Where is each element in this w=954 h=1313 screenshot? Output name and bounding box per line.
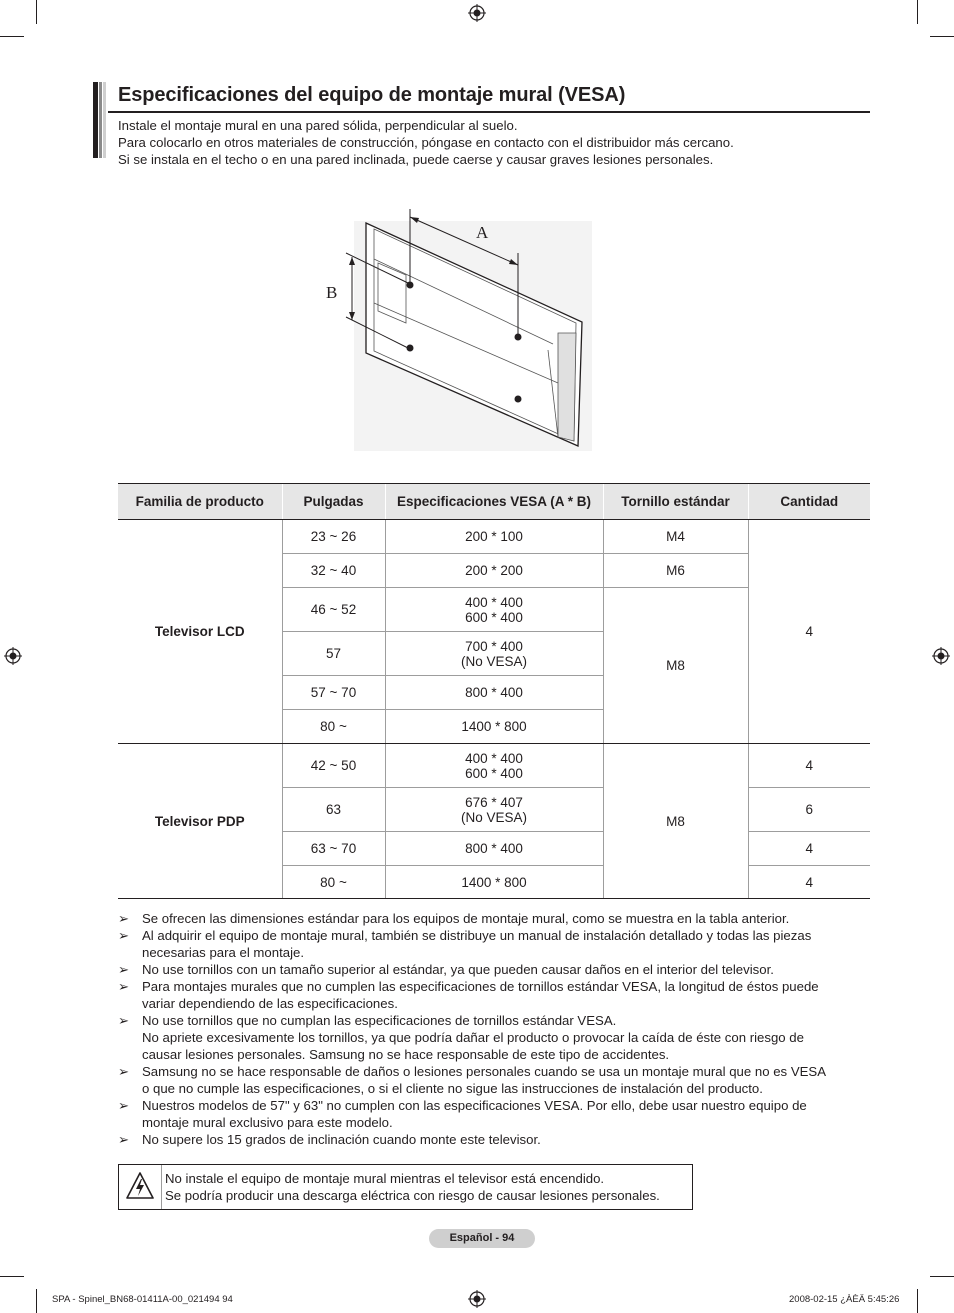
registration-mark-icon bbox=[468, 4, 486, 22]
warning-divider bbox=[161, 1165, 162, 1209]
registration-mark-icon bbox=[4, 647, 22, 665]
arrow-bullet-icon: ➢ bbox=[118, 1064, 130, 1079]
vesa-cell: 676 * 407 (No VESA) bbox=[385, 788, 603, 832]
table-row bbox=[118, 520, 870, 554]
inches-cell: 80 ~ bbox=[282, 866, 385, 899]
note-item: ➢ No supere los 15 grados de inclinación cuando monte este televisor. bbox=[118, 1132, 541, 1147]
arrow-bullet-icon: ➢ bbox=[118, 1132, 130, 1147]
vesa-cell: 400 * 400 600 * 400 bbox=[385, 588, 603, 632]
vesa-cell: 800 * 400 bbox=[385, 832, 603, 866]
note-item: ➢ Nuestros modelos de 57" y 63" no cumplen con las especificaciones VESA. Por ello, debe usar nuestro equipo de montaje mural exclusivo para este modelo. bbox=[118, 1098, 807, 1130]
quantity-cell: 4 bbox=[748, 520, 870, 744]
vesa-spec-table bbox=[118, 483, 870, 899]
inches-cell: 63 ~ 70 bbox=[282, 832, 385, 866]
screw-cell: M8 bbox=[603, 588, 748, 744]
page-number-badge: Español - 94 bbox=[429, 1229, 535, 1248]
arrow-bullet-icon: ➢ bbox=[118, 928, 130, 943]
column-header: Pulgadas bbox=[282, 484, 385, 520]
family-cell: Televisor LCD bbox=[118, 520, 282, 744]
wall-mount-diagram bbox=[318, 205, 598, 455]
inches-cell: 57 ~ 70 bbox=[282, 676, 385, 710]
note-item: ➢ No use tornillos que no cumplan las especificaciones de tornillos estándar VESA. No apriete excesivamente los tornillos, ya que podría dañar el producto o provocar la caída de éste con riesgo de causar lesiones personales. Samsung no se hace responsable de este tipo de accidentes. bbox=[118, 1013, 804, 1062]
inches-cell: 57 bbox=[282, 632, 385, 676]
arrow-bullet-icon: ➢ bbox=[118, 962, 130, 977]
note-item: ➢ Se ofrecen las dimensiones estándar para los equipos de montaje mural, como se muestra en la tabla anterior. bbox=[118, 911, 790, 926]
column-header: Familia de producto bbox=[118, 484, 282, 520]
note-item: ➢ Samsung no se hace responsable de daños o lesiones personales cuando se usa un montaje mural que no es VESA o que no cumple las especificaciones, o si el cliente no sigue las instrucciones de instalación del producto. bbox=[118, 1064, 826, 1096]
vesa-cell: 200 * 200 bbox=[385, 554, 603, 588]
quantity-cell: 4 bbox=[748, 866, 870, 899]
table-header-row bbox=[118, 484, 870, 520]
page-title: Especificaciones del equipo de montaje mural (VESA) bbox=[118, 84, 626, 106]
registration-mark-icon bbox=[468, 1290, 486, 1308]
inches-cell: 63 bbox=[282, 788, 385, 832]
footer-file-info: SPA - Spinel_BN68-01411A-00_021494 94 bbox=[52, 1294, 233, 1305]
note-item: ➢ Al adquirir el equipo de montaje mural, también se distribuye un manual de instalación detallado y todas las piezas necesarias para el montaje. bbox=[118, 928, 812, 960]
inches-cell: 46 ~ 52 bbox=[282, 588, 385, 632]
dimension-b-label: B bbox=[326, 283, 338, 302]
vesa-cell: 200 * 100 bbox=[385, 520, 603, 554]
registration-mark-icon bbox=[932, 647, 950, 665]
crop-mark bbox=[36, 0, 37, 24]
screw-cell: M4 bbox=[603, 520, 748, 554]
column-header: Especificaciones VESA (A * B) bbox=[385, 484, 603, 520]
note-item: ➢ No use tornillos con un tamaño superior al estándar, ya que pueden causar daños en el interior del televisor. bbox=[118, 962, 774, 977]
inches-cell: 23 ~ 26 bbox=[282, 520, 385, 554]
title-decoration bbox=[93, 82, 107, 158]
screw-cell: M8 bbox=[603, 744, 748, 899]
inches-cell: 32 ~ 40 bbox=[282, 554, 385, 588]
vesa-cell: 1400 * 800 bbox=[385, 866, 603, 899]
title-underline bbox=[108, 111, 870, 113]
vesa-cell: 1400 * 800 bbox=[385, 710, 603, 744]
crop-mark bbox=[917, 0, 918, 24]
intro-line: Para colocarlo en otros materiales de construcción, póngase en contacto con el distribuidor más cercano. bbox=[118, 135, 734, 150]
crop-mark bbox=[0, 36, 24, 37]
crop-mark bbox=[0, 1276, 24, 1277]
column-header: Tornillo estándar bbox=[603, 484, 748, 520]
intro-text bbox=[118, 117, 734, 168]
note-item: ➢ Para montajes murales que no cumplen las especificaciones de tornillos estándar VESA, la longitud de éstos puede variar dependiendo de las especificaciones. bbox=[118, 979, 819, 1011]
crop-mark bbox=[930, 1276, 954, 1277]
column-header: Cantidad bbox=[748, 484, 870, 520]
screw-cell: M6 bbox=[603, 554, 748, 588]
arrow-bullet-icon: ➢ bbox=[118, 911, 130, 926]
arrow-bullet-icon: ➢ bbox=[118, 1013, 130, 1028]
dimension-a-label: A bbox=[476, 223, 489, 242]
inches-cell: 80 ~ bbox=[282, 710, 385, 744]
warning-text bbox=[165, 1170, 660, 1204]
vesa-cell: 400 * 400 600 * 400 bbox=[385, 744, 603, 788]
warning-triangle-icon bbox=[125, 1171, 155, 1201]
crop-mark bbox=[36, 1289, 37, 1313]
notes-list bbox=[118, 910, 870, 1148]
intro-line: Si se instala en el techo o en una pared inclinada, puede caerse y causar graves lesiones personales. bbox=[118, 152, 714, 167]
quantity-cell: 4 bbox=[748, 832, 870, 866]
family-cell: Televisor PDP bbox=[118, 744, 282, 899]
footer-timestamp: 2008-02-15 ¿ÀÈÄ 5:45:26 bbox=[789, 1294, 900, 1305]
arrow-bullet-icon: ➢ bbox=[118, 979, 130, 994]
mount-hole bbox=[515, 396, 522, 403]
quantity-cell: 6 bbox=[748, 788, 870, 832]
vesa-cell: 800 * 400 bbox=[385, 676, 603, 710]
inches-cell: 42 ~ 50 bbox=[282, 744, 385, 788]
vesa-cell: 700 * 400 (No VESA) bbox=[385, 632, 603, 676]
warning-line: Se podría producir una descarga eléctrica con riesgo de causar lesiones personales. bbox=[165, 1188, 660, 1203]
crop-mark bbox=[917, 1289, 918, 1313]
quantity-cell: 4 bbox=[748, 744, 870, 788]
arrow-bullet-icon: ➢ bbox=[118, 1098, 130, 1113]
crop-mark bbox=[930, 36, 954, 37]
intro-line: Instale el montaje mural en una pared sólida, perpendicular al suelo. bbox=[118, 118, 518, 133]
table-row bbox=[118, 744, 870, 788]
warning-box bbox=[118, 1164, 693, 1210]
warning-line: No instale el equipo de montaje mural mientras el televisor está encendido. bbox=[165, 1171, 605, 1186]
